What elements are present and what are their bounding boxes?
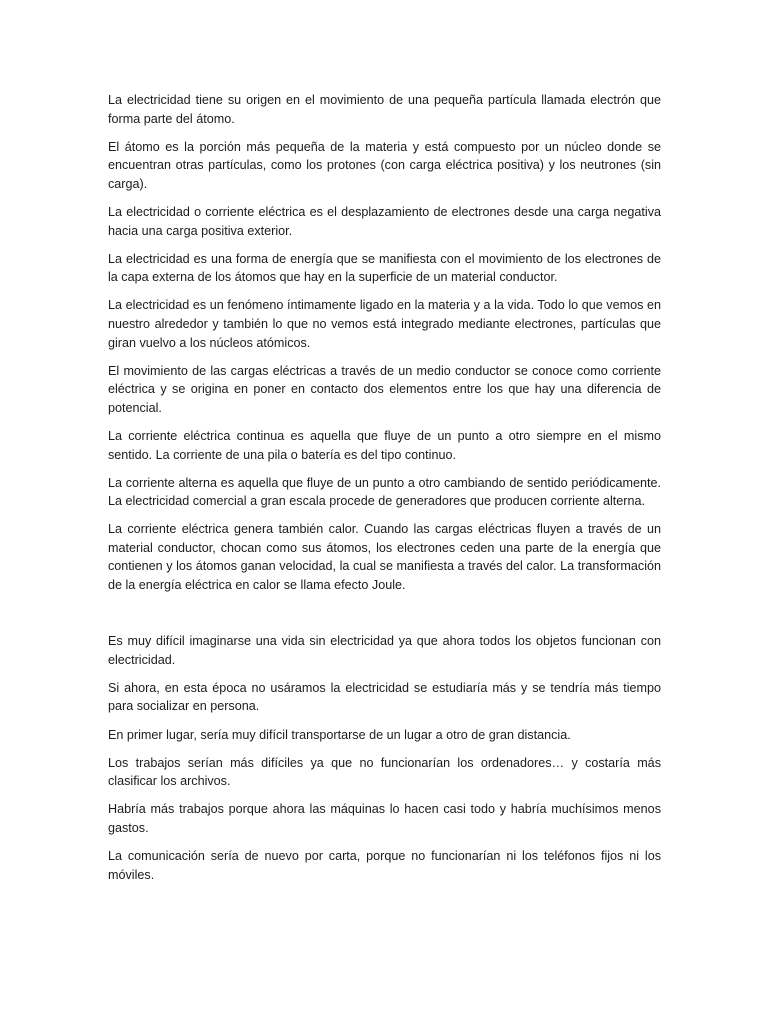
paragraph: Si ahora, en esta época no usáramos la electricidad se estudiaría más y se tendría más tiempo para socializar en persona. <box>108 680 661 714</box>
paragraph: La corriente eléctrica continua es aquella que fluye de un punto a otro siempre en el mismo sentido. La corriente de una pila o batería es del tipo continuo. <box>108 428 661 462</box>
paragraph: La electricidad tiene su origen en el movimiento de una pequeña partícula llamada electrón que forma parte del átomo. <box>108 93 661 126</box>
paragraph: El átomo es la porción más pequeña de la materia y está compuesto por un núcleo donde se encuentran otras partículas, como los protones (con carga eléctrica positiva) y los neutrones (sin carga). <box>108 139 661 191</box>
paragraph: La electricidad o corriente eléctrica es el desplazamiento de electrones desde una carga negativa hacia una carga positiva exterior. <box>108 204 661 238</box>
paragraph: La corriente alterna es aquella que fluye de un punto a otro cambiando de sentido periódicamente. La electricidad comercial a gran escala procede de generadores que producen corriente alterna. <box>108 475 661 509</box>
document-body <box>108 91 661 894</box>
paragraph: El movimiento de las cargas eléctricas a través de un medio conductor se conoce como corriente eléctrica y se origina en poner en contacto dos elementos entre los que hay una diferencia de potencial. <box>108 363 661 415</box>
paragraph: Es muy difícil imaginarse una vida sin electricidad ya que ahora todos los objetos funcionan con electricidad. <box>108 634 661 667</box>
paragraph: La comunicación sería de nuevo por carta, porque no funcionarían ni los teléfonos fijos ni los móviles. <box>108 849 661 882</box>
paragraph: En primer lugar, sería muy difícil transportarse de un lugar a otro de gran distancia. <box>108 727 571 742</box>
paragraph: La electricidad es una forma de energía que se manifiesta con el movimiento de los electrones de la capa externa de los átomos que hay en la superficie de un material conductor. <box>108 251 661 285</box>
section-life-without-electricity <box>108 632 661 884</box>
paragraph: La corriente eléctrica genera también calor. Cuando las cargas eléctricas fluyen a través de un material conductor, chocan como sus átomos, los electrones ceden una parte de la energía que contienen y los átomos ganan velocidad, la cual se manifiesta a través del calor. La transformación de la energía eléctrica en calor se llama efecto Joule. <box>108 522 661 593</box>
paragraph: Los trabajos serían más difíciles ya que no funcionarían los ordenadores… y costaría más clasificar los archivos. <box>108 755 661 789</box>
paragraph: La electricidad es un fenómeno íntimamente ligado en la materia y a la vida. Todo lo que vemos en nuestro alrededor y también lo que no vemos está integrado mediante electrones, partículas que giran vuelvo a los núcleos atómicos. <box>108 298 661 350</box>
section-spacer <box>108 604 661 632</box>
paragraph: Habría más trabajos porque ahora las máquinas lo hacen casi todo y habría muchísimos menos gastos. <box>108 802 661 835</box>
section-electricity-basics <box>108 91 661 595</box>
